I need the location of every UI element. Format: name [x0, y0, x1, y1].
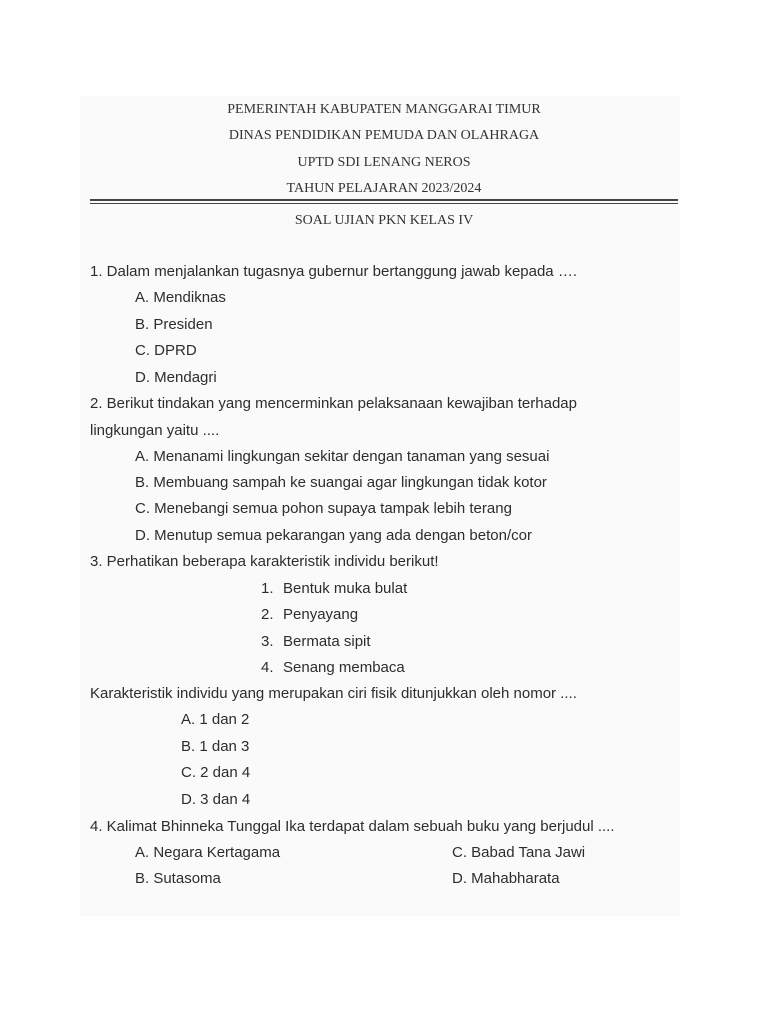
exam-title: SOAL UJIAN PKN KELAS IV: [294, 213, 474, 228]
q1-option-d: D. Mendagri: [135, 369, 217, 386]
question-1: 1. Dalam menjalankan tugasnya gubernur bertanggung jawab kepada ….: [90, 263, 577, 280]
q3-list-item: [261, 659, 405, 676]
q3-list-text: Bermata sipit: [283, 633, 371, 650]
question-3-followup: Karakteristik individu yang merupakan ciri fisik ditunjukkan oleh nomor ....: [90, 685, 577, 702]
q4-option-a: A. Negara Kertagama: [135, 844, 281, 861]
q2-option-d: D. Menutup semua pekarangan yang ada dengan beton/cor: [135, 527, 532, 544]
q4-option-d: D. Mahabharata: [452, 870, 560, 887]
q3-option-c: C. 2 dan 4: [181, 764, 251, 781]
header-divider-thick: [90, 199, 678, 201]
header-department: DINAS PENDIDIKAN PEMUDA DAN OLAHRAGA: [228, 128, 540, 143]
q4-option-c: C. Babad Tana Jawi: [452, 844, 586, 861]
question-4: 4. Kalimat Bhinneka Tunggal Ika terdapat dalam sebuah buku yang berjudul ....: [90, 818, 615, 835]
question-2-line-2: lingkungan yaitu ....: [90, 422, 220, 439]
q1-option-c: C. DPRD: [135, 342, 197, 359]
q3-list-text: Penyayang: [283, 606, 359, 623]
q1-option-b: B. Presiden: [135, 316, 213, 333]
q2-option-a: A. Menanami lingkungan sekitar dengan tanaman yang sesuai: [135, 448, 550, 465]
q2-option-b: B. Membuang sampah ke suangai agar lingkungan tidak kotor: [135, 474, 547, 491]
q3-list-item: [261, 606, 358, 623]
q3-list-text: Senang membaca: [283, 659, 405, 676]
q3-list-number: 4.: [261, 659, 274, 676]
question-2-line-1: 2. Berikut tindakan yang mencerminkan pelaksanaan kewajiban terhadap: [90, 395, 577, 412]
q3-list-number: 3.: [261, 633, 274, 650]
q3-option-a: A. 1 dan 2: [181, 711, 250, 728]
q3-option-b: B. 1 dan 3: [181, 738, 250, 755]
header-school: UPTD SDI LENANG NEROS: [297, 155, 471, 170]
q3-list-item: [261, 633, 371, 650]
q3-list-text: Bentuk muka bulat: [283, 580, 408, 597]
q3-list-number: 1.: [261, 580, 274, 597]
q3-list-item: [261, 580, 407, 597]
header-government: PEMERINTAH KABUPATEN MANGGARAI TIMUR: [227, 102, 541, 117]
q4-option-b: B. Sutasoma: [135, 870, 221, 887]
q3-option-d: D. 3 dan 4: [181, 791, 251, 808]
q3-list-number: 2.: [261, 606, 274, 623]
q2-option-c: C. Menebangi semua pohon supaya tampak lebih terang: [135, 500, 512, 517]
question-3: 3. Perhatikan beberapa karakteristik individu berikut!: [90, 553, 439, 570]
header-divider-thin: [90, 203, 678, 204]
header-academic-year: TAHUN PELAJARAN 2023/2024: [286, 181, 482, 196]
q1-option-a: A. Mendiknas: [135, 289, 226, 306]
